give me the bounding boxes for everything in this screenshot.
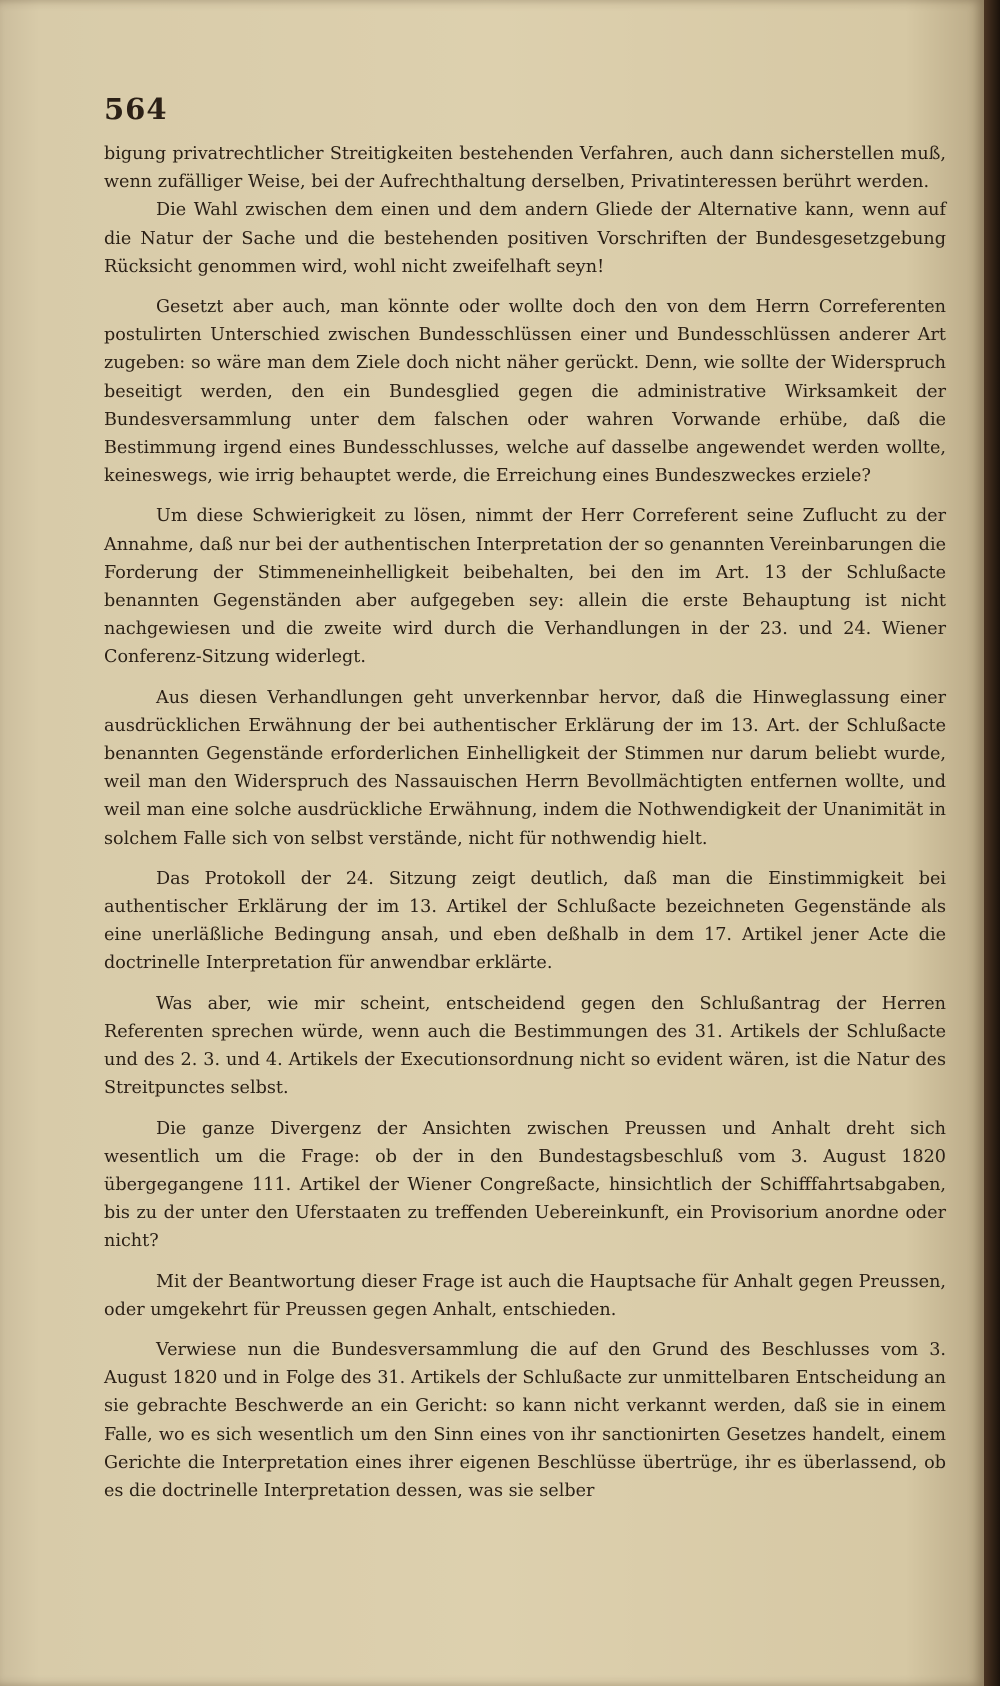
page-number: 564 (104, 92, 168, 126)
paragraph: Gesetzt aber auch, man könnte oder wollte doch den von dem Herrn Correferenten postulirten Unterschied zwischen Bundesschlüssen einer und Bundesschlüssen anderer Art zugeben: so wäre man dem Ziele doch nicht näher gerückt. Denn, wie sollte der Widerspruch beseitigt werden, den ein Bundesglied gegen die administrative Wirksamkeit der Bundesversammlung unter dem falschen oder wahren Vorwande erhübe, daß die Bestimmung irgend eines Bundesschlusses, welche auf dasselbe angewendet werden wollte, keineswegs, wie irrig behauptet werde, die Erreichung eines Bundeszweckes erziele? (104, 297, 946, 487)
paragraph: Aus diesen Verhandlungen geht unverkennbar hervor, daß die Hinweglassung einer ausdrücklichen Erwähnung der bei authentischer Erklärung der im 13. Art. der Schlußacte benannten Gegenstände erforderlichen Einhelligkeit der Stimmen nur darum beliebt wurde, weil man den Widerspruch des Nassauischen Herrn Bevollmächtigten entfernen wollte, und weil man eine solche ausdrückliche Erwähnung, indem die Nothwendigkeit der Unanimität in solchem Falle sich von selbst verstände, nicht für nothwendig hielt. (104, 687, 946, 849)
body-text (104, 140, 946, 1505)
paragraph: Die ganze Divergenz der Ansichten zwischen Preussen und Anhalt dreht sich wesentlich um die Frage: ob der in den Bundestagsbeschluß vom 3. August 1820 übergegangene 111. Artikel der Wiener Congreßacte, hinsichtlich der Schifffahrtsabgaben, bis zu der unter den Uferstaaten zu treffenden Uebereinkunft, ein Provisorium anordne oder nicht? (104, 1118, 946, 1252)
paragraph: Mit der Beantwortung dieser Frage ist auch die Hauptsache für Anhalt gegen Preussen, oder umgekehrt für Preussen gegen Anhalt, entschieden. (104, 1271, 946, 1320)
paragraph: Verwiese nun die Bundesversammlung die auf den Grund des Beschlusses vom 3. August 1820 und in Folge des 31. Artikels der Schlußacte zur unmittelbaren Entscheidung an sie gebrachte Beschwerde an ein Gericht: so kann nicht verkannt werden, daß sie in einem Falle, wo es sich wesentlich um den Sinn eines von ihr sanctionirten Gesetzes handelt, einem Gerichte die Interpretation eines ihrer eigenen Beschlüsse übertrüge, ihr es überlassend, ob es die doctrinelle Interpretation dessen, was sie selber (104, 1339, 946, 1501)
paragraph-continued: bigung privatrechtlicher Streitigkeiten bestehenden Verfahren, auch dann sicherstellen muß, wenn zufälliger Weise, bei der Aufrechthaltung derselben, Privatinteressen berührt werden. (104, 144, 946, 193)
paragraph: Das Protokoll der 24. Sitzung zeigt deutlich, daß man die Einstimmigkeit bei authentischer Erklärung der im 13. Artikel der Schlußacte bezeichneten Gegenstände als eine unerläßliche Bedingung ansah, und eben deßhalb in dem 17. Artikel jener Acte die doctrinelle Interpretation für anwendbar erklärte. (104, 868, 946, 974)
paragraph: Um diese Schwierigkeit zu lösen, nimmt der Herr Correferent seine Zuflucht zu der Annahme, daß nur bei der authentischen Interpretation der so genannten Vereinbarungen die Forderung der Stimmeneinhelligkeit beibehalten, bei den im Art. 13 der Schlußacte benannten Gegenständen aber aufgegeben sey: allein die erste Behauptung ist nicht nachgewiesen und die zweite wird durch die Verhandlungen in der 23. und 24. Wiener Conferenz-Sitzung widerlegt. (104, 506, 946, 668)
paragraph: Die Wahl zwischen dem einen und dem andern Gliede der Alternative kann, wenn auf die Natur der Sache und die bestehenden positiven Vorschriften der Bundesgesetzgebung Rücksicht genommen wird, wohl nicht zweifelhaft seyn! (104, 200, 946, 277)
book-spine-edge (984, 0, 1000, 1686)
paragraph: Was aber, wie mir scheint, entscheidend gegen den Schlußantrag der Herren Referenten sprechen würde, wenn auch die Bestimmungen des 31. Artikels der Schlußacte und des 2. 3. und 4. Artikels der Executionsordnung nicht so evident wären, ist die Natur des Streitpunctes selbst. (104, 993, 946, 1099)
